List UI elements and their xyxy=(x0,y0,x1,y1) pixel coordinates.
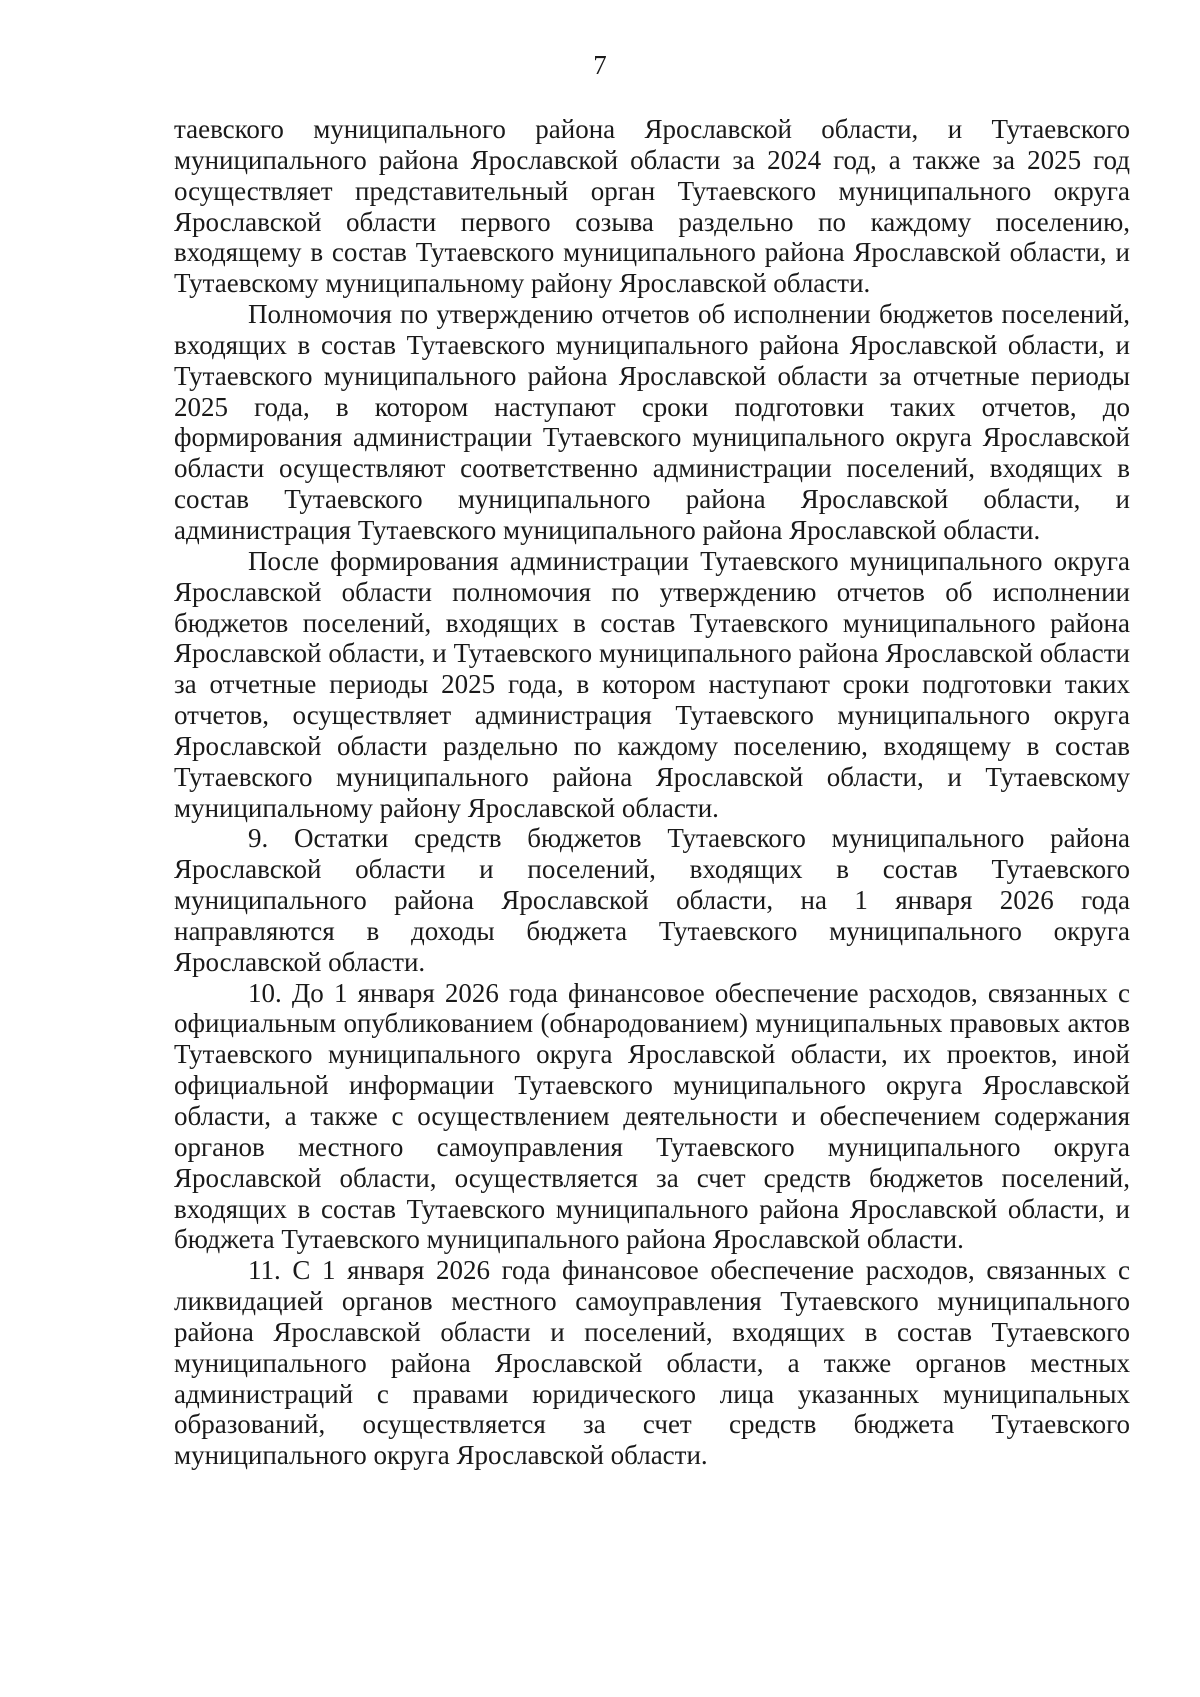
paragraph-item-10: 10. До 1 января 2026 года финансовое обеспечение расходов, связанных с официальным опубликованием (обнародованием) муниципальных правовых актов Тутаевского муниципального округа Ярославской области, их проектов, иной официальной информации Тутаевского муниципального округа Ярославской области, а также с осуществлением деятельности и обеспечением содержания органов местного самоуправления Тутаевского муниципального округа Ярославской области, осуществляется за счет средств бюджетов поселений, входящих в состав Тутаевского муниципального района Ярославской области, и бюджета Тутаевского муниципального района Ярославской области. xyxy=(174,977,1130,1255)
paragraph-continuation: таевского муниципального района Ярославской области, и Тутаевского муниципального района Ярославской области за 2024 год, а также за 2025 год осуществляет представительный орган Тутаевского муниципального округа Ярославской области первого созыва раздельно по каждому поселению, входящему в состав Тутаевского муниципального района Ярославской области, и Тутаевскому муниципальному району Ярославской области. xyxy=(174,114,1130,299)
paragraph-budget-reports-after-admin: После формирования администрации Тутаевского муниципального округа Ярославской области полномочия по утверждению отчетов об исполнении бюджетов поселений, входящих в состав Тутаевского муниципального района Ярославской области, и Тутаевского муниципального района Ярославской области за отчетные периоды 2025 года, в котором наступают сроки подготовки таких отчетов, осуществляет администрация Тутаевского муниципального округа Ярославской области раздельно по каждому поселению, входящему в состав Тутаевского муниципального района Ярославской области, и Тутаевскому муниципальному району Ярославской области. xyxy=(174,545,1130,823)
paragraph-item-11: 11. С 1 января 2026 года финансовое обеспечение расходов, связанных с ликвидацией органов местного самоуправления Тутаевского муниципального района Ярославской области и поселений, входящих в состав Тутаевского муниципального района Ярославской области, а также органов местных администраций с правами юридического лица указанных муниципальных образований, осуществляется за счет средств бюджета Тутаевского муниципального округа Ярославской области. xyxy=(174,1255,1130,1471)
paragraph-budget-reports-before-admin: Полномочия по утверждению отчетов об исполнении бюджетов поселений, входящих в состав Тутаевского муниципального района Ярославской области, и Тутаевского муниципального района Ярославской области за отчетные периоды 2025 года, в котором наступают сроки подготовки таких отчетов, до формирования администрации Тутаевского муниципального округа Ярославской области осуществляют соответственно администрации поселений, входящих в состав Тутаевского муниципального района Ярославской области, и администрация Тутаевского муниципального района Ярославской области. xyxy=(174,299,1130,545)
page-number: 7 xyxy=(593,50,607,80)
document-body xyxy=(174,114,1130,1471)
paragraph-item-9: 9. Остатки средств бюджетов Тутаевского муниципального района Ярославской области и поселений, входящих в состав Тутаевского муниципального района Ярославской области, на 1 января 2026 года направляются в доходы бюджета Тутаевского муниципального округа Ярославской области. xyxy=(174,823,1130,977)
